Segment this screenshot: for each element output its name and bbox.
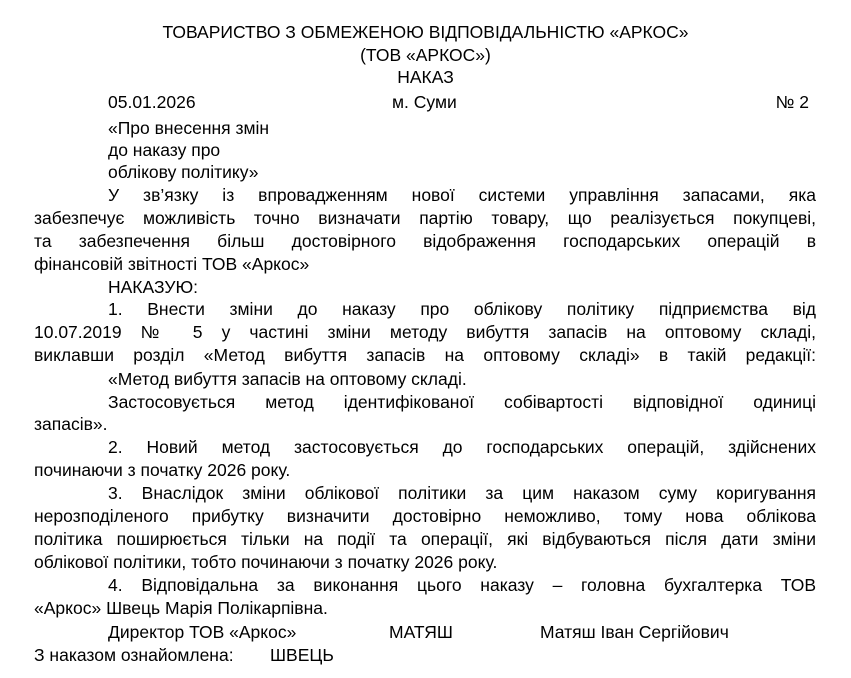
subject-line-2: до наказу про bbox=[108, 140, 221, 160]
item2-line-1: 2. Новий метод застосовується до господарських операцій, здійснених bbox=[108, 437, 816, 457]
quote-title: «Метод вибуття запасів на оптовому складі. bbox=[108, 369, 467, 389]
company-full-name: ТОВАРИСТВО З ОБМЕЖЕНОЮ ВІДПОВІДАЛЬНІСТЮ «АРКОС» bbox=[162, 22, 689, 42]
signature-title: Директор ТОВ «Аркос» bbox=[108, 622, 297, 642]
subject-line-3: облікову політику» bbox=[108, 162, 259, 182]
acknowledge-label: З наказом ознайомлена: bbox=[34, 645, 234, 665]
signature-sign: МАТЯШ bbox=[389, 622, 453, 642]
preamble-line-3: та забезпечення більш достовірного відображення господарських операцій в bbox=[34, 231, 816, 251]
item3-line-4: облікової політики, тобто починаючи з початку 2026 року. bbox=[34, 552, 498, 572]
preamble-line-2: забезпечує можливість точно визначати партію товару, що реалізується покупцеві, bbox=[34, 208, 816, 228]
item3-line-2: нерозподіленого прибутку визначити достовірно неможливо, тому нова облікова bbox=[34, 506, 816, 526]
item3-line-1: 3. Внаслідок зміни облікової політики за цим наказом суму коригування bbox=[108, 483, 816, 503]
quote-line-2: запасів». bbox=[34, 414, 108, 434]
preamble-line-4: фінансовій звітності ТОВ «Аркос» bbox=[34, 254, 310, 274]
order-number: № 2 bbox=[775, 92, 809, 112]
item4-line-2: «Аркос» Швець Марія Полікарпівна. bbox=[34, 598, 328, 618]
order-word: НАКАЗУЮ: bbox=[108, 277, 199, 297]
document-type: НАКАЗ bbox=[397, 67, 454, 87]
item1-line-1: 1. Внести зміни до наказу про облікову політику підприємства від bbox=[108, 299, 816, 319]
item4-line-1: 4. Відповідальна за виконання цього наказу – головна бухгалтерка ТОВ bbox=[108, 575, 816, 595]
preamble-line-1: У зв’язку із впровадженням нової системи управління запасами, яка bbox=[108, 185, 816, 205]
quote-line-1: Застосовується метод ідентифікованої собівартості відповідної одиниці bbox=[108, 392, 816, 412]
item3-line-3: політика поширюється тільки на події та операції, які відбуваються після дати зміни bbox=[34, 529, 816, 549]
acknowledge-sign: ШВЕЦЬ bbox=[270, 645, 334, 665]
signature-name: Матяш Іван Сергійович bbox=[540, 622, 729, 642]
item1-line-3: виклавши розділ «Метод вибуття запасів на оптовому складі» в такій редакції: bbox=[34, 345, 816, 365]
item1-line-2: 10.07.2019 № 5 у частині зміни методу вибуття запасів на оптовому складі, bbox=[34, 322, 816, 342]
subject-line-1: «Про внесення змін bbox=[108, 118, 270, 138]
order-city: м. Суми bbox=[392, 92, 457, 112]
company-short-name: (ТОВ «АРКОС») bbox=[360, 45, 491, 65]
order-date: 05.01.2026 bbox=[108, 92, 196, 112]
item2-line-2: починаючи з початку 2026 року. bbox=[34, 460, 291, 480]
